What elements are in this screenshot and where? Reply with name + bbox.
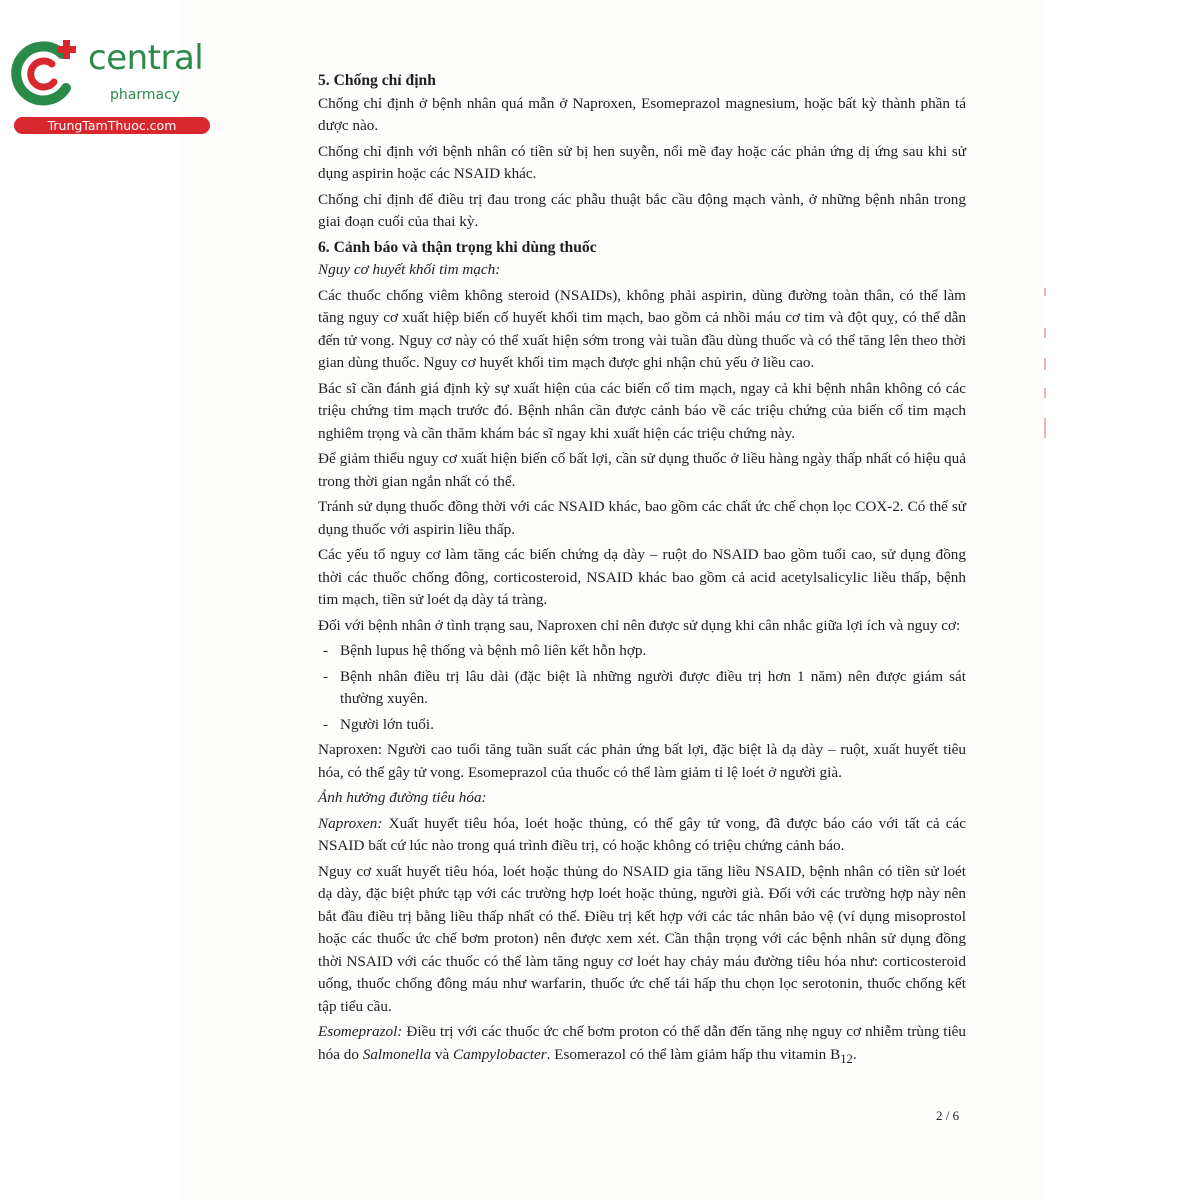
- campylobacter-term: Campylobacter: [453, 1045, 547, 1063]
- paragraph-8-text: Xuất huyết tiêu hóa, loét hoặc thủng, có thể gây tử vong, đã được báo cáo với tất cả các NSAID bất cứ lúc nào trong quá trình điều trị, có hoặc không có triệu chứng cảnh báo.: [318, 814, 966, 854]
- section-6-paragraph-7: Naproxen: Người cao tuổi tăng tuần suất các phản ứng bất lợi, đặc biệt là dạ dày – ruột, xuất huyết tiêu hóa, có thể gây tử vong. Esomeprazol của thuốc có thể làm giảm tỉ lệ loét ở người già.: [318, 741, 966, 781]
- subheading-cardiovascular: Nguy cơ huyết khối tim mạch:: [318, 261, 501, 278]
- document-body: [318, 70, 966, 1073]
- paragraph-10-text-b: . Esomerazol có thể làm giảm hấp thu vitamin B: [546, 1045, 841, 1063]
- section-6-paragraph-10: [318, 1021, 966, 1070]
- page-number: 2 / 6: [936, 1108, 960, 1123]
- salmonella-term: Salmonella: [362, 1045, 432, 1063]
- section-6-paragraph-1: Các thuốc chống viêm không steroid (NSAIDs), không phải aspirin, dùng đường toàn thân, có thể làm tăng nguy cơ xuất hiệp biến cố huyết khối tim mạch, bao gồm cả nhồi máu cơ tim và đột quỵ, có thể dẫn đến tử vong. Nguy cơ này có thể xuất hiện sớm trong vài tuần đầu dùng thuốc và có thể tăng lên theo thời gian dùng thuốc. Nguy cơ huyết khối tim mạch được ghi nhận chủ yếu ở liều cao.: [318, 286, 966, 371]
- section-6-paragraph-5: Các yếu tố nguy cơ làm tăng các biến chứng dạ dày – ruột do NSAID bao gồm tuổi cao, sử dụng đồng thời các thuốc chống đông, corticosteroid, NSAID khác bao gồm cả acid acetylsalicylic liều thấp, bệnh tim mạch, tiền sử loét dạ dày tá tràng.: [318, 546, 966, 608]
- brand-url[interactable]: TrungTamThuoc.com: [14, 117, 210, 134]
- section-6-paragraph-4: Tránh sử dụng thuốc đồng thời với các NSAID khác, bao gồm các chất ức chế chọn lọc COX-2. Có thể sử dụng thuốc với aspirin liều thấp.: [318, 498, 966, 538]
- esomeprazol-label: Esomeprazol:: [318, 1023, 403, 1040]
- condition-list: [318, 640, 966, 736]
- section-5-paragraph-2: Chống chỉ định với bệnh nhân có tiền sử bị hen suyễn, nổi mề đay hoặc các phản ứng dị ứng sau khi sử dụng aspirin hoặc các NSAID khác.: [318, 142, 966, 182]
- paragraph-10-text-a: Điều trị với các thuốc ức chế bơm proton có thể dẫn đến tăng nhẹ nguy cơ nhiễm trùng tiêu hóa do: [318, 1023, 966, 1063]
- list-item: - Bệnh nhân điều trị lâu dài (đặc biệt là những người được điều trị hơn 1 năm) nên được giám sát thường xuyên.: [318, 666, 966, 711]
- section-6-title: 6. Cảnh báo và thận trọng khi dùng thuốc: [318, 238, 597, 256]
- section-5-paragraph-1: Chống chỉ định ở bệnh nhân quá mẫn ở Naproxen, Esomeprazol magnesium, hoặc bất kỳ thành phần tá dược nào.: [318, 94, 966, 134]
- section-6-paragraph-6: Đối với bệnh nhân ở tình trạng sau, Naproxen chỉ nên được sử dụng khi cân nhắc giữa lợi ích và nguy cơ:: [318, 616, 961, 634]
- brand-sub: pharmacy: [110, 87, 181, 103]
- section-5-paragraph-3: Chống chỉ định để điều trị đau trong các phẫu thuật bắc cầu động mạch vành, ở những bệnh nhân trong giai đoạn cuối của thai kỳ.: [318, 190, 966, 230]
- and-text: và: [431, 1045, 453, 1063]
- naproxen-label: Naproxen:: [318, 814, 383, 832]
- list-item: - Bệnh lupus hệ thống và bệnh mô liên kết hỗn hợp.: [318, 640, 966, 663]
- brand-logo[interactable]: [10, 38, 215, 138]
- section-6-paragraph-2: Bác sĩ cần đánh giá định kỳ sự xuất hiện của các biến cố tim mạch, ngay cả khi bệnh nhân không có các triệu chứng tim mạch trước đó. Bệnh nhân cần được cảnh báo về các triệu chứng của biến cố tim mạch nghiêm trọng và cần thăm khám bác sĩ ngay khi xuất hiện các triệu chứng này.: [318, 379, 966, 442]
- subheading-gastrointestinal: Ảnh hưởng đường tiêu hóa:: [318, 789, 487, 806]
- vitamin-subscript: 12: [840, 1051, 853, 1066]
- paragraph-10-end: .: [852, 1045, 857, 1063]
- section-6-paragraph-9: Nguy cơ xuất huyết tiêu hóa, loét hoặc thủng do NSAID gia tăng liều NSAID, bệnh nhân có tiền sử loét dạ dày, đặc biệt phức tạp với các trường hợp loét hoặc thủng, người già. Đối với các trường hợp này nên bắt đầu điều trị bằng liều thấp nhất có thể. Điều trị kết hợp với các tác nhân bảo vệ (ví dụng misoprostol hoặc các thuốc ức chế bơm proton) nên được xem xét. Cần thận trọng với các bệnh nhân sử dụng đồng thời NSAID với các thuốc có thể làm tăng nguy cơ loét hay chảy máu đường tiêu hóa như: corticosteroid uống, thuốc chống đông máu như warfarin, thuốc ức chế tái hấp thu chọn lọc serotonin, thuốc chống kết tập tiểu cầu.: [318, 862, 966, 1015]
- section-6-paragraph-3: Để giảm thiểu nguy cơ xuất hiện biến cố bất lợi, cần sử dụng thuốc ở liều hàng ngày thấp nhất có hiệu quả trong thời gian ngắn nhất có thể.: [318, 450, 966, 490]
- brand-name: central: [88, 38, 204, 78]
- list-item: - Người lớn tuổi.: [318, 714, 966, 737]
- section-6-paragraph-8: [318, 813, 966, 858]
- central-pharmacy-logo-icon: [10, 40, 82, 112]
- section-5-title: 5. Chống chỉ định: [318, 72, 436, 89]
- scan-edge-marks: [1040, 288, 1050, 448]
